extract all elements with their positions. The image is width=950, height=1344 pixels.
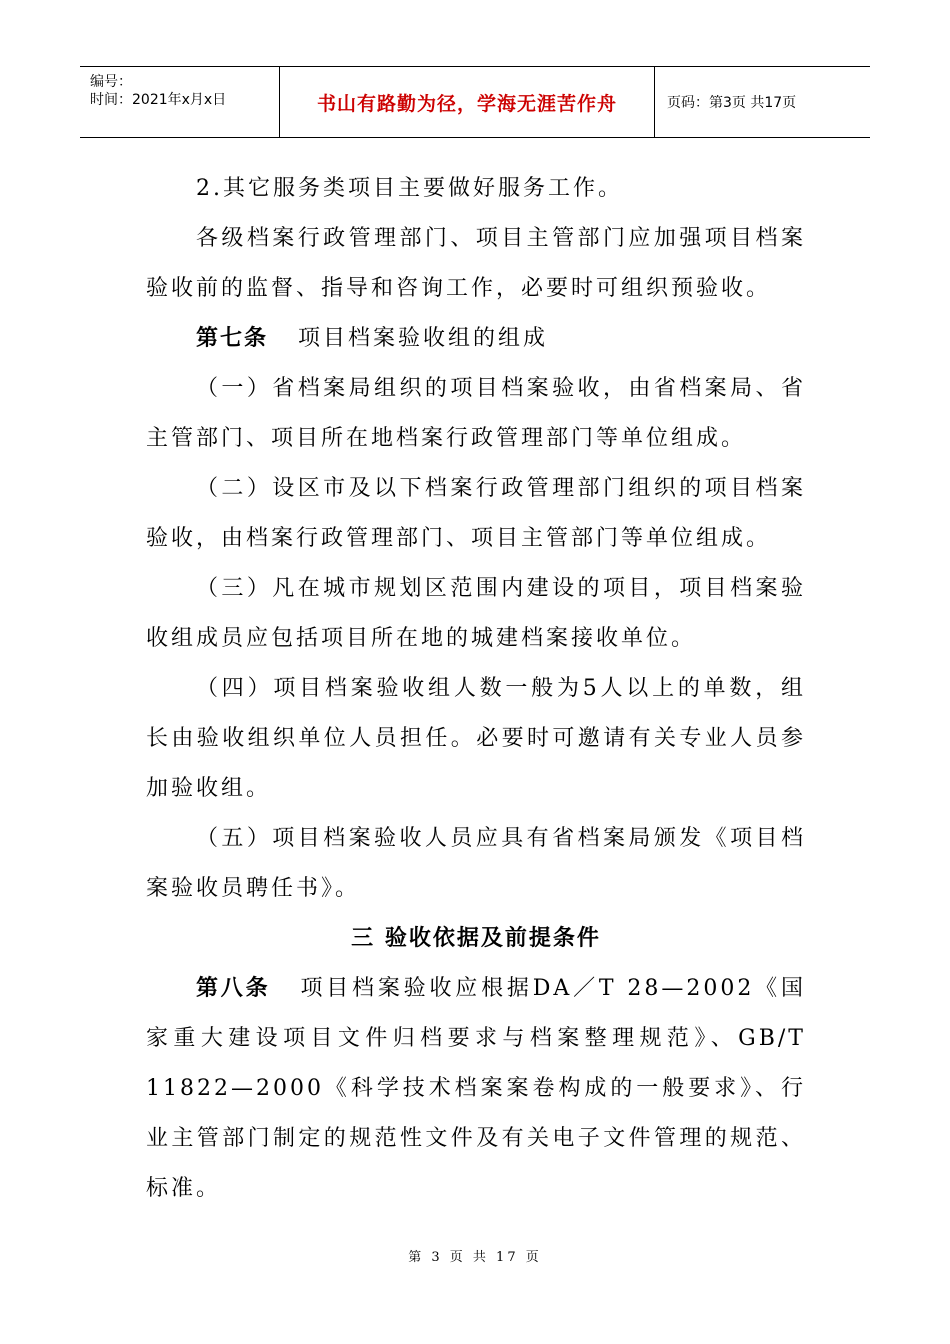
- header-page-info: 页码：第3页 共17页: [667, 95, 797, 111]
- paragraph: （二）设区市及以下档案行政管理部门组织的项目档案验收，由档案行政管理部门、项目主管部门等单位组成。: [146, 476, 806, 551]
- page-header: [80, 66, 870, 138]
- paragraph: 各级档案行政管理部门、项目主管部门应加强项目档案验收前的监督、指导和咨询工作，必要时可组织预验收。: [146, 226, 806, 301]
- document-time-label: 时间：2021年x月x日: [90, 92, 227, 108]
- article-label: 第七条: [196, 326, 269, 351]
- section-title: 三 验收依据及前提条件: [351, 926, 601, 951]
- paragraph: （五）项目档案验收人员应具有省档案局颁发《项目档案验收员聘任书》。: [146, 826, 806, 901]
- article-text: 项目档案验收组的组成: [298, 326, 549, 351]
- article-text: 项目档案验收应根据DA／T 28—2002《国家重大建设项目文件归档要求与档案整理规范》、GB/T 11822—2000《科学技术档案案卷构成的一般要求》、行业主管部门制定的规范性文件及有关电子文件管理的规范、标准。: [146, 976, 806, 1201]
- article-heading: [146, 314, 806, 364]
- article-paragraph: [146, 964, 806, 1214]
- page-footer: 第 3 页 共 17 页: [408, 1250, 542, 1265]
- paragraph: 2.其它服务类项目主要做好服务工作。: [196, 176, 623, 201]
- article-label: 第八条: [196, 976, 271, 1001]
- paragraph: （一）省档案局组织的项目档案验收，由省档案局、省主管部门、项目所在地档案行政管理部门等单位组成。: [146, 376, 806, 451]
- document-body: [146, 164, 806, 1214]
- document-number-label: 编号：: [90, 74, 132, 90]
- paragraph: （三）凡在城市规划区范围内建设的项目，项目档案验收组成员应包括项目所在地的城建档案接收单位。: [146, 576, 806, 651]
- header-motto: 书山有路勤为径，学海无涯苦作舟: [280, 67, 655, 137]
- paragraph: （四）项目档案验收组人数一般为5人以上的单数，组长由验收组织单位人员担任。必要时可邀请有关专业人员参加验收组。: [146, 676, 806, 801]
- header-meta: [80, 67, 280, 137]
